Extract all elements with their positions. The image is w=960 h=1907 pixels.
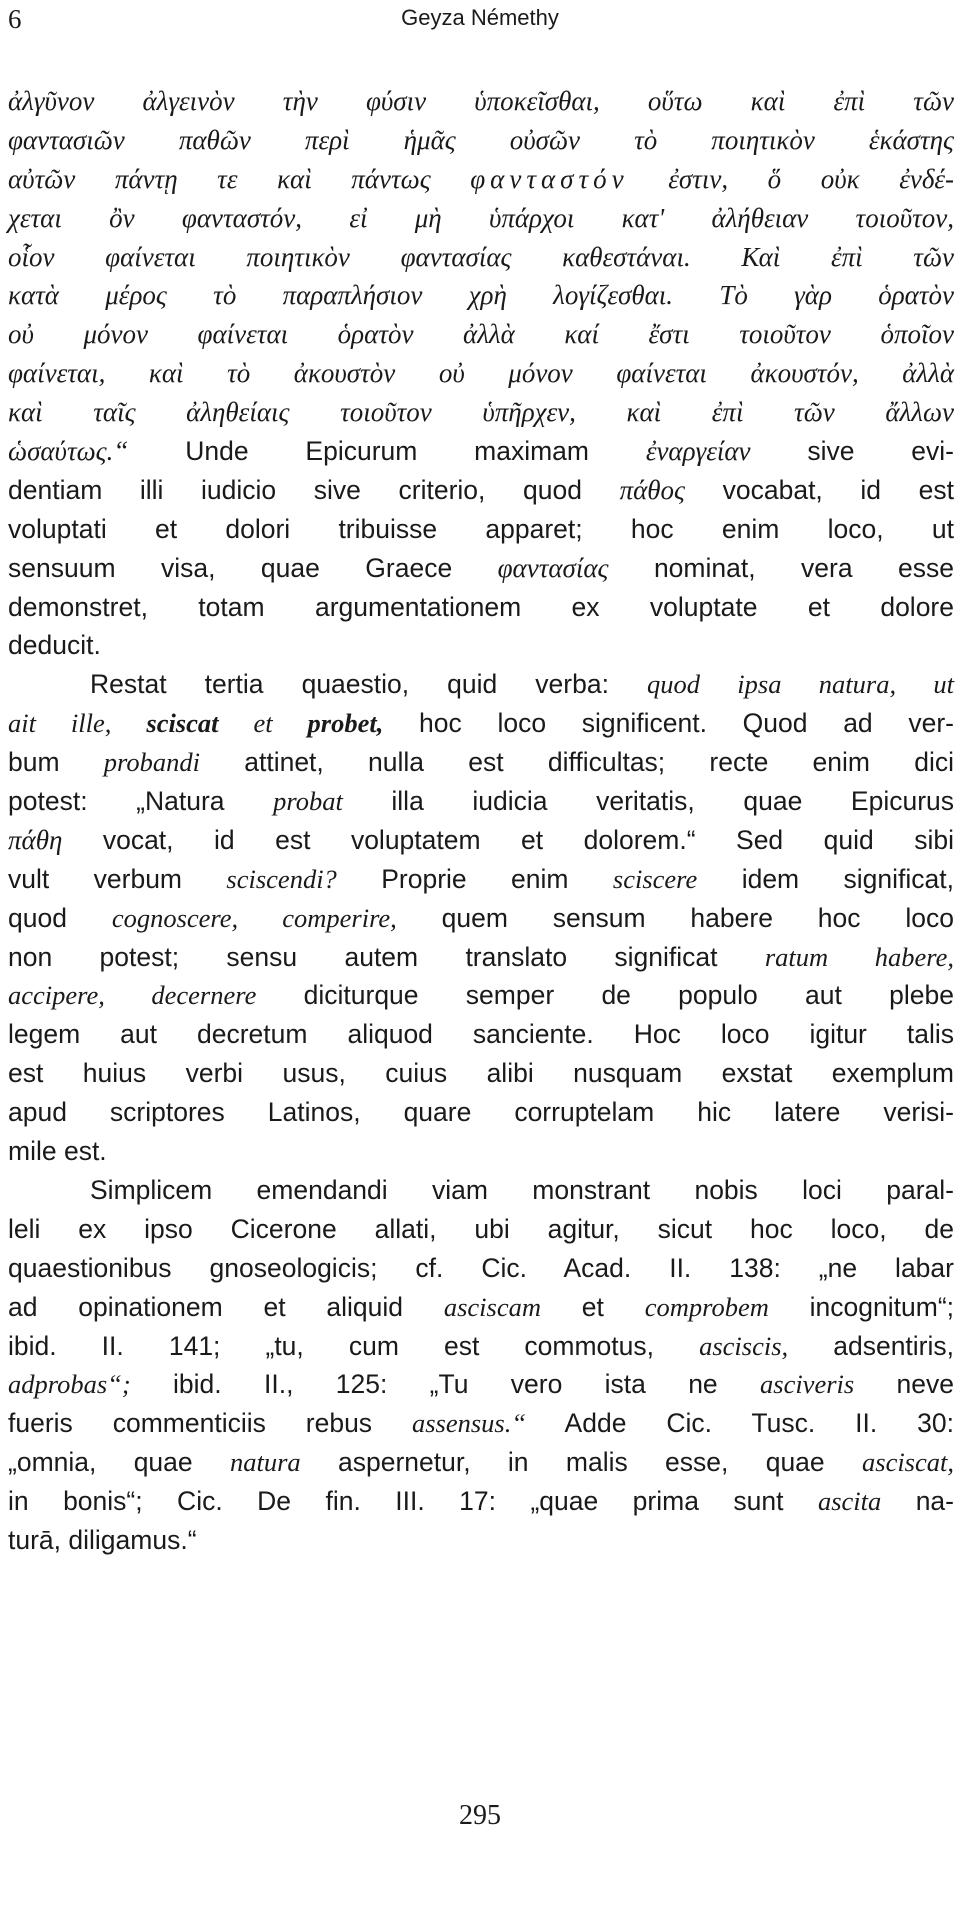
text-span: non potest; sensu autem translato significat (8, 941, 765, 972)
text-span: asciveris (760, 1369, 855, 1400)
text-line (8, 315, 954, 354)
text-span: asciscam (443, 1291, 541, 1322)
text-line (8, 238, 954, 277)
running-head: Geyza Némethy (401, 5, 559, 30)
text-line (8, 354, 954, 393)
text-span: apud scriptores Latinos, quare corruptelam hic latere verisi- (8, 1097, 954, 1128)
body-text (8, 82, 954, 1560)
text-span: sciscendi? (226, 863, 337, 894)
text-span: πάθος (619, 474, 685, 505)
text-span: sensuum visa, quae Graece (8, 552, 498, 583)
text-span: ibid. II., 125: „Tu vero ista ne (130, 1369, 760, 1400)
text-span: asciscis, (699, 1330, 789, 1361)
page-number-top: 6 (8, 4, 22, 34)
text-span: probandi (103, 747, 200, 778)
text-line (8, 860, 954, 899)
text-line (8, 82, 954, 121)
text-span: turā, diligamus.“ (8, 1524, 197, 1555)
page-header (8, 4, 952, 34)
text-span: adsentiris, (788, 1330, 955, 1361)
text-line (8, 1054, 954, 1093)
text-line (8, 1327, 954, 1366)
text-span: αὐτῶν πάντῃ τε καὶ πάντως (8, 163, 471, 194)
text-span: incognitum“; (768, 1291, 955, 1322)
page-number-bottom: 295 (459, 1800, 501, 1831)
text-span: ἀλγῦνον ἀλγεινὸν τὴν φύσιν ὑποκεῖσθαι, οὕτω καὶ ἐπὶ τῶν (8, 86, 954, 116)
text-span: dentiam illi iudicio sive criterio, quod (8, 474, 620, 505)
text-line (8, 1132, 954, 1171)
text-span: sciscere (612, 863, 698, 894)
text-line (8, 743, 954, 782)
text-span: bum (8, 747, 104, 778)
text-span: φαντασιῶν παθῶν περὶ ἡμᾶς οὐσῶν τὸ ποιητικὸν ἑκάστης (8, 124, 954, 155)
text-span: Restat tertia quaestio, quid verba: (90, 669, 647, 700)
text-span: accipere, decernere (8, 980, 257, 1011)
text-span: Unde Epicurum maximam (128, 436, 646, 467)
text-line (8, 704, 954, 743)
text-line (8, 549, 954, 588)
text-span: deducit. (8, 630, 101, 661)
text-span: cognoscere, comperire, (111, 902, 397, 933)
text-span: et (540, 1291, 645, 1322)
text-span: φαντασίας (497, 552, 609, 583)
text-span: adprobas“; (8, 1369, 131, 1400)
text-line (8, 665, 954, 704)
text-span: leli ex ipso Cicerone allati, ubi agitur, sicut hoc loco, de (8, 1213, 954, 1244)
text-span: legem aut decretum aliquod sanciente. Hoc loco igitur talis (8, 1019, 954, 1050)
text-span: ὡσαύτως.“ (8, 436, 129, 467)
text-line (8, 1443, 954, 1482)
text-line (8, 938, 954, 977)
text-line (8, 588, 954, 627)
text-span: probat (273, 786, 343, 817)
text-span: vult verbum (8, 863, 227, 894)
text-span: natura (229, 1447, 301, 1478)
text-span: φανταστόν (470, 163, 629, 194)
text-span: vocat, id est voluptatem et dolorem.“ Sed quid sibi (62, 824, 954, 855)
text-span: Simplicem emendandi viam monstrant nobis loci paral- (90, 1174, 954, 1205)
text-span: ἐστιν, ὅ οὐκ ἐνδέ- (628, 163, 954, 194)
text-span: vocabat, id est (685, 474, 954, 505)
text-span: φαίνεται, καὶ τὸ ἀκουστὸν οὐ μόνον φαίνεται ἀκουστόν, ἀλλὰ (8, 358, 954, 389)
text-span: οἷον φαίνεται ποιητικὸν φαντασίας καθεστάναι. Καὶ ἐπὶ τῶν (8, 241, 954, 272)
text-line (8, 1171, 954, 1210)
text-span: voluptati et dolori tribuisse apparet; hoc enim loco, ut (8, 513, 954, 544)
text-span: „omnia, quae (8, 1447, 230, 1478)
text-span: idem significat, (697, 863, 954, 894)
text-span: in bonis“; Cic. De fin. III. 17: „quae prima sunt (8, 1486, 818, 1517)
text-span: quaestionibus gnoseologicis; cf. Cic. Acad. II. 138: „ne labar (8, 1252, 954, 1283)
text-span: assensus.“ (411, 1408, 527, 1439)
text-line (8, 1015, 954, 1054)
text-span: Adde Cic. Tusc. II. 30: (526, 1408, 954, 1439)
text-line (8, 821, 954, 860)
text-span: hoc loco significent. Quod ad ver- (383, 708, 955, 739)
text-line (8, 1249, 954, 1288)
text-span: nominat, vera esse (608, 552, 954, 583)
text-span: aspernetur, in malis esse, quae (300, 1447, 862, 1478)
text-span: ait ille, (8, 708, 147, 739)
text-span: sciscat (146, 708, 219, 739)
text-line (8, 976, 954, 1015)
text-span: probet, (307, 708, 384, 739)
text-span: Proprie enim (336, 863, 613, 894)
text-line (8, 121, 954, 160)
text-span: diciturque semper de populo aut plebe (256, 980, 954, 1011)
text-span: demonstret, totam argumentationem ex voluptate et dolore (8, 591, 954, 622)
text-span: potest: „Natura (8, 786, 274, 817)
text-span: quod (8, 902, 112, 933)
text-span: quem sensum habere hoc loco (396, 902, 954, 933)
text-line (8, 432, 954, 471)
text-span: ibid. II. 141; „tu, cum est commotus, (8, 1330, 700, 1361)
text-span: καὶ ταῖς ἀληθείαις τοιοῦτον ὑπῆρχεν, καὶ ἐπὶ τῶν ἄλλων (8, 397, 954, 428)
text-span: κατὰ μέρος τὸ παραπλήσιον χρὴ λογίζεσθαι. Τὸ γὰρ ὁρατὸν (8, 280, 954, 311)
text-line (8, 1365, 954, 1404)
text-span: πάθη (8, 824, 63, 855)
text-line (8, 1093, 954, 1132)
text-line (8, 1404, 954, 1443)
text-span: comprobem (644, 1291, 769, 1322)
text-line (8, 510, 954, 549)
text-span: fueris commenticiis rebus (8, 1408, 412, 1439)
text-span: sive evi- (750, 436, 954, 467)
text-span: asciscat, (862, 1447, 954, 1478)
text-span: na- (881, 1486, 954, 1517)
text-span: et (218, 708, 308, 739)
text-span: οὐ μόνον φαίνεται ὁρατὸν ἀλλὰ καί ἔστι τοιοῦτον ὁποῖον (8, 319, 954, 350)
text-span: illa iudicia veritatis, quae Epicurus (342, 786, 955, 817)
text-span: ratum habere, (764, 941, 954, 972)
text-span: χεται ὂν φανταστόν, εἰ μὴ ὑπάρχοι κατ' ἀλήθειαν τοιοῦτον, (8, 202, 954, 233)
text-line (8, 1288, 954, 1327)
text-line (8, 276, 954, 315)
text-span: ἐναργείαν (645, 436, 751, 467)
text-line (8, 471, 954, 510)
text-span: attinet, nulla est difficultas; recte enim dici (200, 747, 954, 778)
text-line (8, 782, 954, 821)
text-span: ad opinationem et aliquid (8, 1291, 444, 1322)
text-line (8, 393, 954, 432)
text-line (8, 199, 954, 238)
text-span: ascita (817, 1486, 882, 1517)
text-span: neve (854, 1369, 954, 1400)
text-line (8, 626, 954, 665)
text-line (8, 1482, 954, 1521)
text-span: mile est. (8, 1136, 107, 1167)
text-line (8, 1521, 954, 1560)
text-line (8, 160, 954, 199)
text-span: quod ipsa natura, ut (647, 669, 954, 700)
text-line (8, 1210, 954, 1249)
text-line (8, 899, 954, 938)
text-span: est huius verbi usus, cuius alibi nusquam exstat exemplum (8, 1058, 954, 1089)
